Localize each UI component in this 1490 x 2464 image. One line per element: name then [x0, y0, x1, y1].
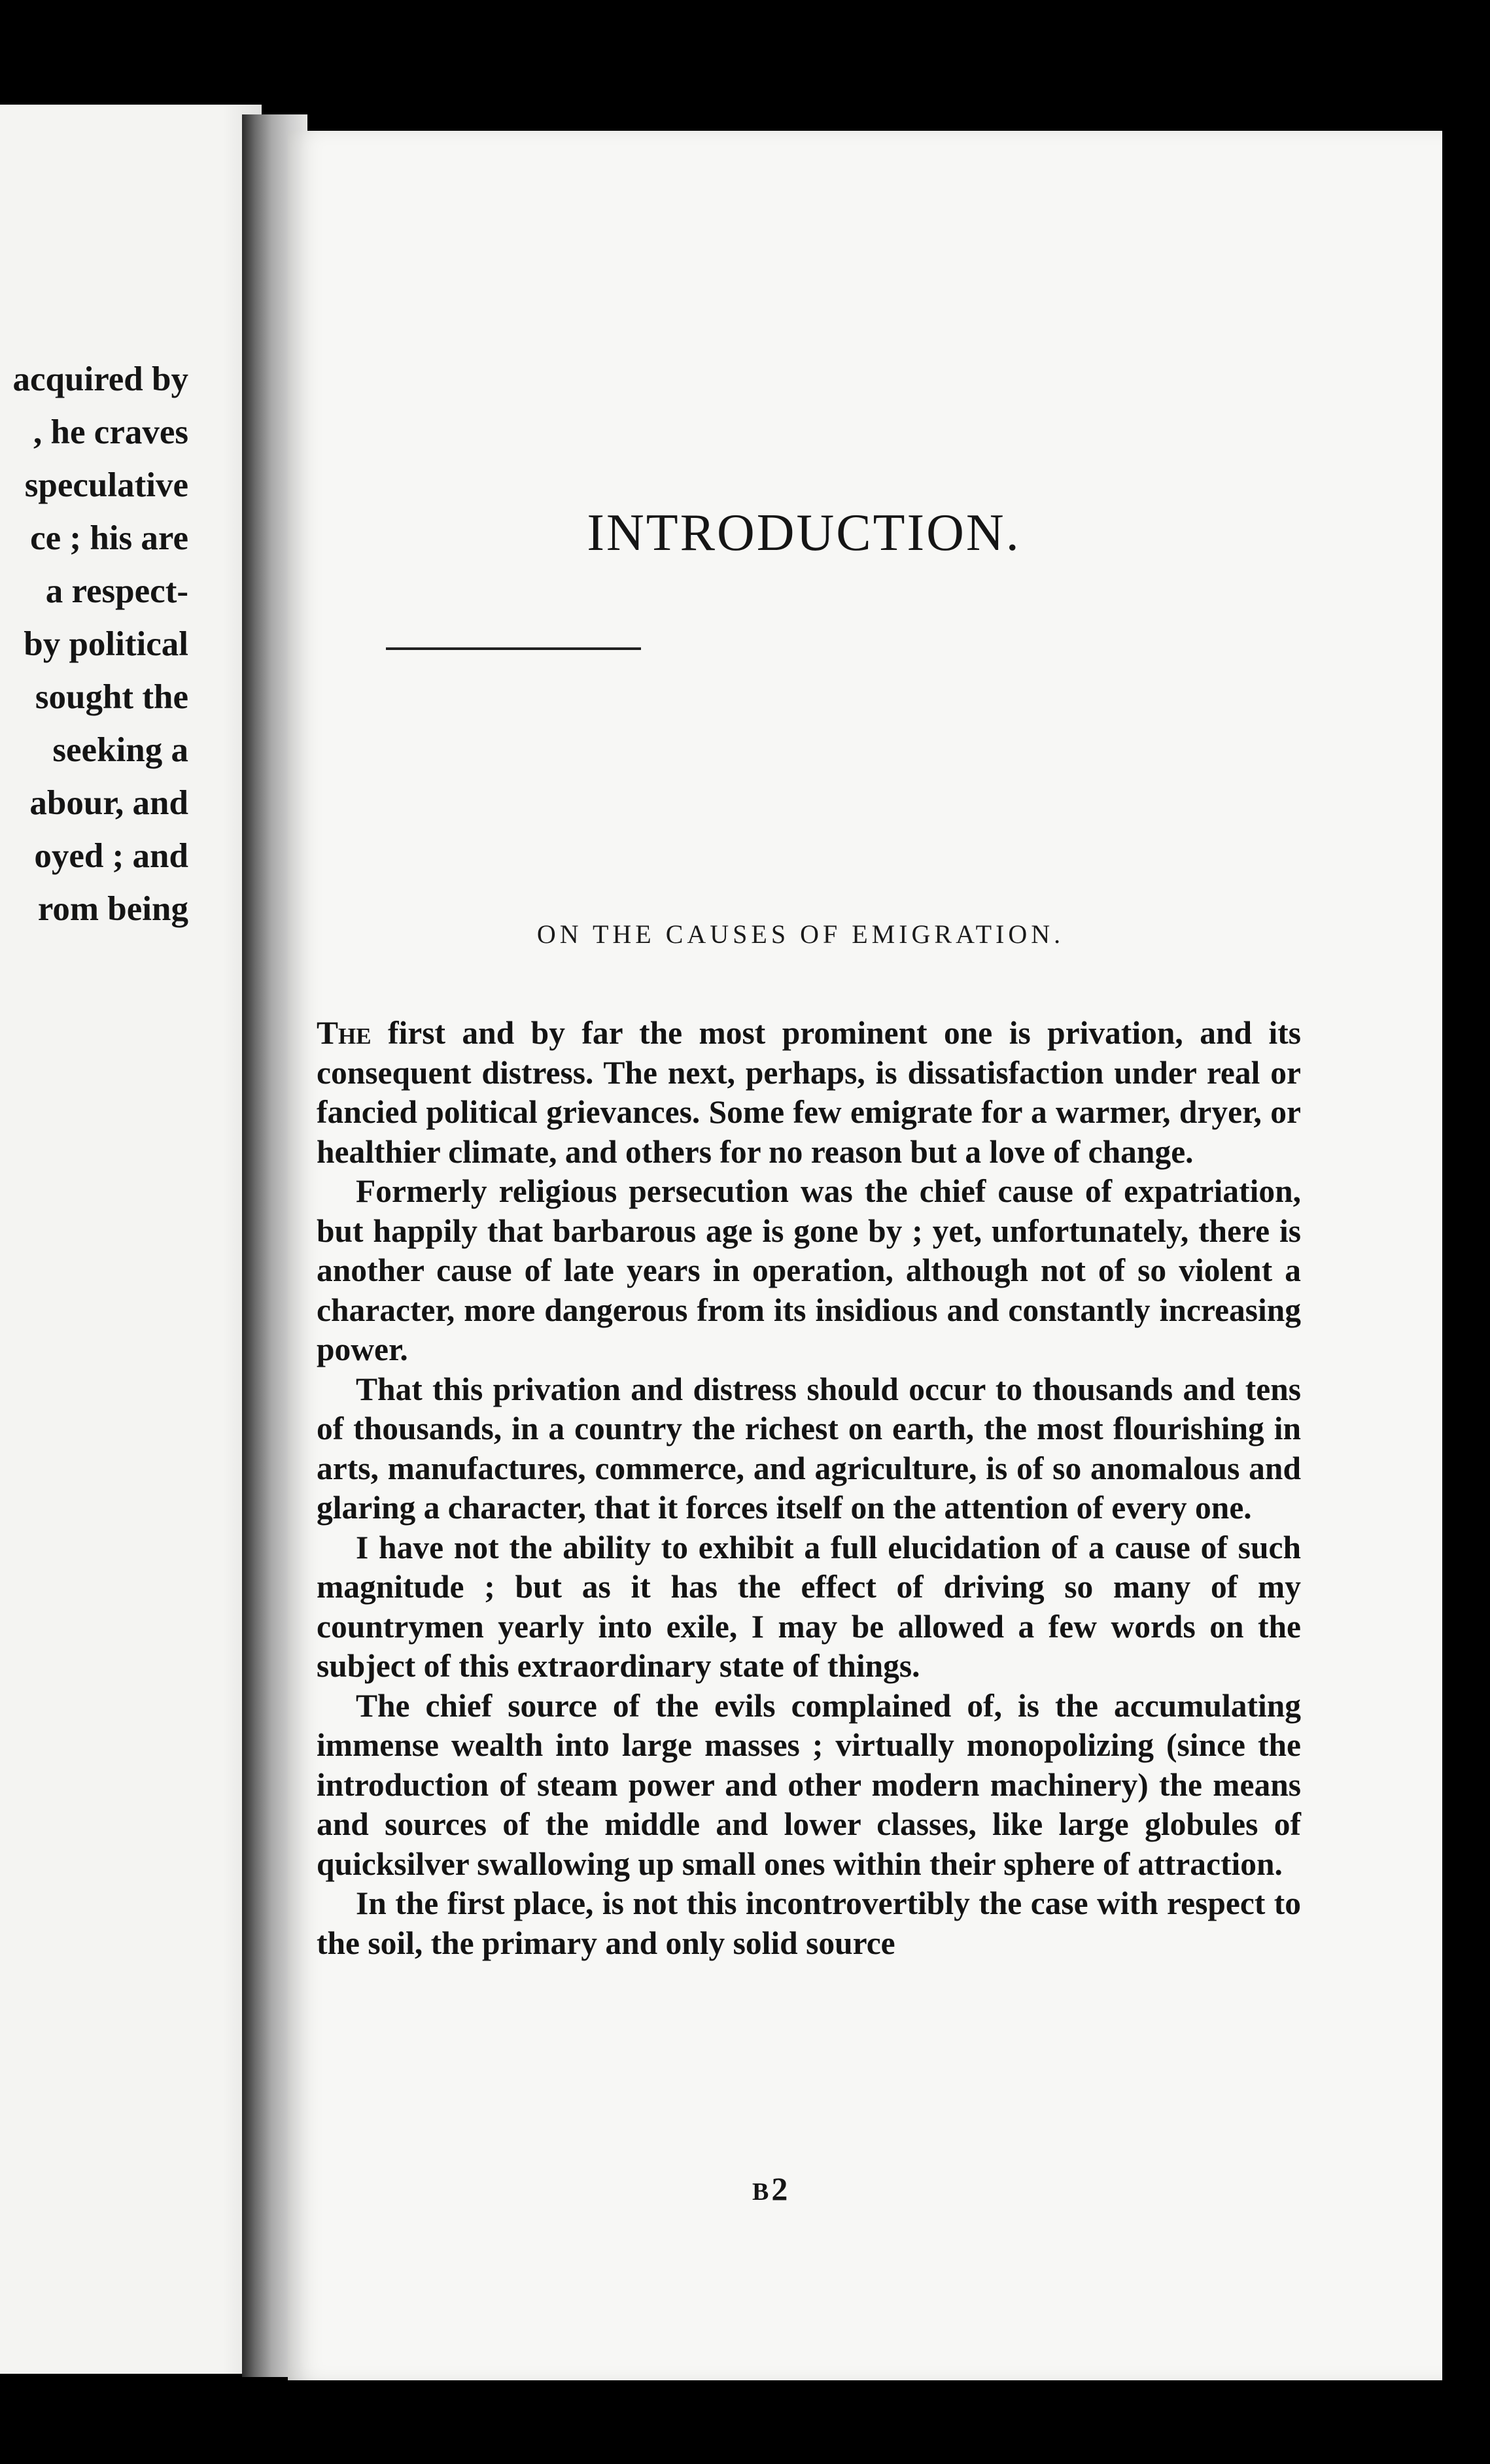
- facing-line: seeking a: [52, 731, 188, 769]
- paragraph: Formerly religious persecution was the chief cause of expatriation, but happily that barbarous age is gone by ; yet, unfortunately, there is another cause of late years in operation, although not of so violent a character, more dangerous from its insidious and constantly increasing power.: [317, 1173, 1301, 1367]
- facing-line: abour, and: [29, 784, 188, 822]
- facing-line: a respect-: [45, 572, 188, 610]
- facing-line: ce ; his are: [30, 519, 188, 557]
- facing-line: acquired by: [12, 360, 188, 398]
- body-text: [317, 1014, 1301, 1963]
- facing-line: , he craves: [33, 413, 188, 451]
- title-rule: [386, 647, 641, 650]
- facing-page: [0, 105, 262, 2374]
- facing-line: rom being: [37, 890, 188, 928]
- facing-line: oyed ; and: [34, 837, 188, 875]
- page-title: INTRODUCTION.: [587, 504, 1021, 562]
- facing-line: by political: [24, 625, 188, 663]
- facing-line: sought the: [35, 678, 188, 716]
- paragraph-text: first and by far the most prominent one is privation, and its consequent distress. The next, perhaps, is dissatisfaction under real or fancied political grievances. Some few emigrate for a warmer, dryer, or healthier climate, and others for no reason but a love of change.: [317, 1015, 1301, 1170]
- paragraph: I have not the ability to exhibit a full elucidation of a cause of such magnitude ; but as it has the effect of driving so many of my countrymen yearly into exile, I may be allowed a few words on the subject of this extraordinary state of things.: [317, 1529, 1301, 1684]
- facing-line: speculative: [24, 466, 188, 504]
- paragraph: The chief source of the evils complained of, is the accumulating immense wealth into large masses ; virtually monopolizing (since the introduction of steam power and other modern machinery) the means and sources of the middle and lower classes, like large globules of quicksilver swallowing up small ones within their sphere of attraction.: [317, 1687, 1301, 1882]
- signature-mark: [752, 2170, 788, 2208]
- paragraph: [317, 1014, 1301, 1172]
- paragraph: In the first place, is not this incontrovertibly the case with respect to the soil, the primary and only solid source: [317, 1885, 1301, 1961]
- facing-page-text: [0, 353, 188, 936]
- lead-word: The: [317, 1015, 372, 1051]
- signature-letter: B: [752, 2178, 772, 2206]
- signature-number: 2: [771, 2170, 788, 2207]
- section-subtitle: ON THE CAUSES OF EMIGRATION.: [536, 919, 1065, 949]
- paragraph: That this privation and distress should occur to thousands and tens of thousands, in a country the richest on earth, the most flourishing in arts, manufactures, commerce, and agriculture, is of so anomalous and glaring a character, that it forces itself on the attention of every one.: [317, 1371, 1301, 1526]
